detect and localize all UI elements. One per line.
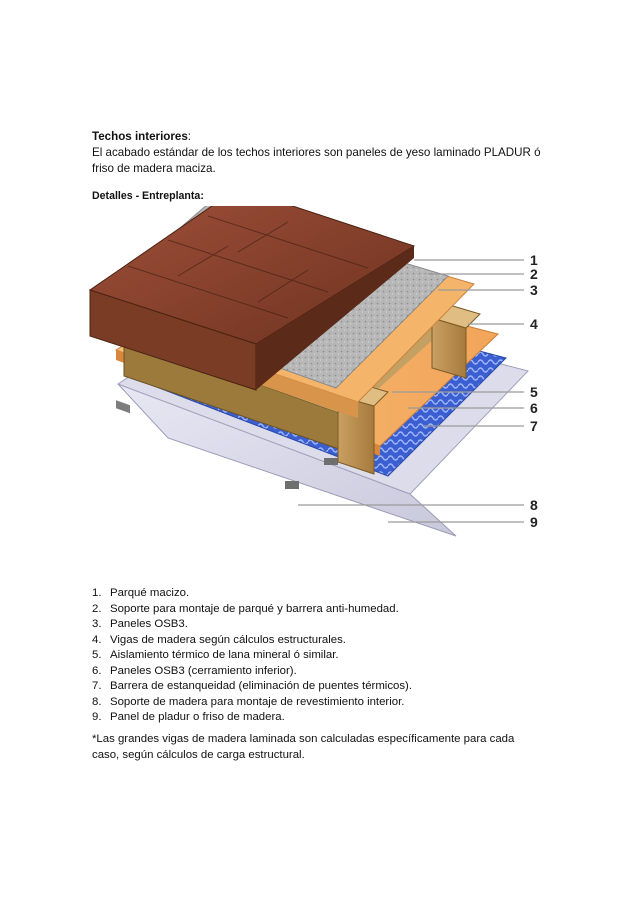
floor-section-diagram (88, 206, 558, 566)
component-legend (92, 586, 412, 726)
intro-body: El acabado estándar de los techos interiores son paneles de yeso laminado PLADUR ó friso de madera maciza. (92, 146, 541, 175)
legend-number: 1. (92, 587, 102, 599)
legend-item (92, 586, 412, 602)
legend-item (92, 664, 412, 680)
legend-text: Aislamiento térmico de lana mineral ó similar. (110, 649, 339, 661)
intro-colon: : (187, 130, 192, 143)
callout-6: 6 (530, 400, 538, 416)
legend-item (92, 648, 412, 664)
legend-item (92, 695, 412, 711)
callout-9: 9 (530, 514, 538, 530)
legend-number: 3. (92, 618, 102, 630)
section-subtitle: Detalles - Entreplanta: (92, 190, 204, 202)
legend-text: Soporte para montaje de parqué y barrera anti-humedad. (110, 602, 399, 615)
legend-number: 4. (92, 633, 102, 646)
legend-number: 2. (92, 602, 102, 615)
legend-text: Panel de pladur o friso de madera. (110, 711, 285, 723)
callout-5: 5 (530, 384, 538, 400)
footnote: *Las grandes vigas de madera laminada son calculadas específicamente para cada caso, según cálculos de carga estructural. (92, 733, 515, 761)
legend-item (92, 633, 412, 649)
intro-title: Techos interiores (92, 130, 188, 143)
callout-3: 3 (530, 282, 538, 298)
legend-text: Paneles OSB3. (110, 618, 188, 630)
legend-number: 6. (92, 664, 102, 677)
floor-section-illustration (88, 206, 558, 566)
support-batten (116, 400, 130, 413)
legend-number: 7. (92, 680, 102, 692)
callout-1: 1 (530, 252, 538, 268)
legend-item (92, 679, 412, 695)
legend-text: Vigas de madera según cálculos estructurales. (110, 633, 346, 646)
callout-4: 4 (530, 316, 538, 332)
legend-number: 5. (92, 649, 102, 661)
legend-number: 8. (92, 695, 102, 708)
legend-item (92, 602, 412, 618)
legend-number: 9. (92, 711, 102, 723)
callout-2: 2 (530, 266, 538, 282)
legend-item (92, 617, 412, 633)
legend-text: Soporte de madera para montaje de revestimiento interior. (110, 695, 405, 708)
callout-8: 8 (530, 497, 538, 513)
callout-7: 7 (530, 418, 538, 434)
legend-text: Barrera de estanqueidad (eliminación de puentes térmicos). (110, 680, 413, 692)
legend-text: Paneles OSB3 (cerramiento inferior). (110, 664, 297, 677)
intro-paragraph (92, 129, 552, 177)
legend-text: Parqué macizo. (110, 587, 190, 599)
legend-item (92, 710, 412, 726)
